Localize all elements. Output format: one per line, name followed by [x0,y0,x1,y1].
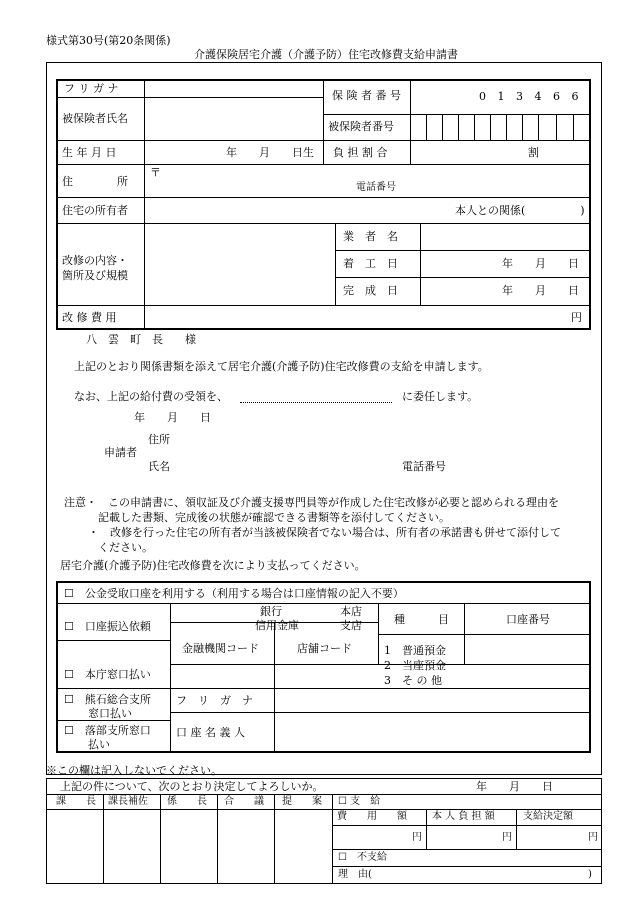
otobe-checkbox[interactable]: ☐ 落部支所窓口 [64,724,151,737]
decision-date: 年 月 日 [476,780,553,793]
form-title: 介護保険居宅介護（介護予防）住宅改修費支給申請書 [194,48,458,61]
postal-mark: 〒 [150,166,161,179]
insurer-number-label: 保 険 者 番 号 [332,89,401,102]
applicant-label: 申請者 [104,446,137,459]
type-label: 種 目 [394,613,449,626]
reason-close: ) [588,869,592,880]
reason-label: 理 由( [338,869,372,880]
otobe-label-2: 払い [88,738,110,751]
insured-number-label: 被保険者番号 [328,120,394,133]
cost-yen: 円 [571,311,582,324]
payment-intro: 居宅介護(介護予防)住宅改修費を次により支払ってください。 [60,559,366,572]
non-payment-checkbox[interactable]: ☐ 不支給 [338,852,387,863]
renovation-label: 改修の内容・ 箇所及び規模 [62,254,128,282]
insured-name-field[interactable] [146,99,321,138]
insurer-number-value: 0 1 3 4 6 6 [479,90,579,103]
approver-5: 提 案 [282,796,322,807]
cost-yen-2: 円 [412,832,422,843]
applicant-phone-label: 電話番号 [402,460,446,473]
application-date[interactable]: 年 月 日 [134,411,211,424]
bank-transfer-checkbox[interactable]: ☐ 口座振込依頼 [64,620,151,633]
insured-name-label: 被保険者氏名 [62,112,128,125]
address-phone-label: 電話番号 [356,182,396,193]
kumaishi-label-2: 窓口払い [88,707,132,720]
payment-amount-yen: 円 [588,832,598,843]
account-number-label: 口座番号 [506,613,550,626]
application-text: 上記のとおり関係書類を添えて居宅介護(介護予防)住宅改修費の支給を申請します。 [74,360,489,373]
delegate-field[interactable] [240,402,392,403]
branch-label: 支店 [340,619,362,632]
address-label: 住 所 [62,175,128,188]
delegation-end: に委任します。 [402,390,479,403]
approver-4: 合 議 [224,796,264,807]
approver-1: 課 長 [56,796,96,807]
self-burden-yen: 円 [502,832,512,843]
burden-ratio-unit: 割 [528,146,539,159]
applicant-address-label: 住所 [148,433,170,446]
birthdate-value[interactable]: 年 月 日生 [226,146,314,159]
burden-ratio-label: 負 担 割 合 [333,146,388,159]
account-type-3[interactable]: 3 そ の 他 [384,674,442,687]
furigana-field[interactable] [146,81,321,95]
account-type-1[interactable]: 1 普通預金 [384,644,446,657]
contractor-label: 業 者 名 [343,230,398,243]
kumaishi-checkbox[interactable]: ☐ 熊石総合支所 [64,693,151,706]
note-1a: 注意・ この申請書に、領収証及び介護支援専門員等が作成した住宅改修が必要と認められる理由を [64,496,559,509]
town-hall-checkbox[interactable]: ☐ 本庁窓口払い [64,668,151,681]
delegation-text: なお、上記の給付費の受領を、 [74,390,228,403]
start-date-label: 着 工 日 [343,257,398,270]
bank-label: 銀行 [260,605,282,618]
completion-date-value[interactable]: 年 月 日 [502,284,579,297]
note-1b: 記載した書類、完成後の状態が確認できる書類等を添付してください。 [98,511,450,524]
approver-3: 係 長 [167,796,207,807]
branch-code-label: 店舗コード [297,642,352,655]
public-account-checkbox[interactable]: ☐ 公金受取口座を利用する（利用する場合は口座情報の記入不要） [64,587,404,600]
applicant-name-label: 氏名 [148,460,170,473]
head-office-label: 本店 [340,605,362,618]
decision-text: 上記の件について、次のとおり決定してよろしいか。 [60,780,324,793]
cost-label: 改 修 費 用 [62,311,117,324]
owner-label: 住宅の所有者 [62,204,128,217]
self-burden-column: 本 人 負 担 額 [432,811,495,822]
office-note: ※この欄は記入しないでください。 [46,764,222,777]
note-2a: ・ 改修を行った住宅の所有者が当該被保険者でない場合は、所有者の承諾書も併せて添付して [88,526,561,539]
addressee: 八 雲 町 長 様 [86,333,196,346]
account-type-2[interactable]: 2 当座預金 [384,659,446,672]
approver-2: 課長補佐 [108,796,148,807]
start-date-value[interactable]: 年 月 日 [502,257,579,270]
relation-label: 本人との関係( ) [455,204,585,217]
cost-column: 費 用 額 [337,811,407,822]
account-holder-label: 口 座 名 義 人 [176,726,245,739]
furigana-label: フ リ ガ ナ [64,82,119,95]
completion-date-label: 完 成 日 [343,284,398,297]
furigana2-label: フ リ ガ ナ [176,694,253,707]
credit-bank-label: 信用金庫 [255,619,299,632]
payment-amount-column: 支給決定額 [523,811,573,822]
note-2b: ください。 [98,541,153,554]
form-number: 様式第30号(第20条関係) [46,34,171,47]
birthdate-label: 生 年 月 日 [62,146,117,159]
bank-code-label: 金融機関コード [182,642,259,655]
payment-checkbox[interactable]: ☐ 支 給 [338,796,381,807]
